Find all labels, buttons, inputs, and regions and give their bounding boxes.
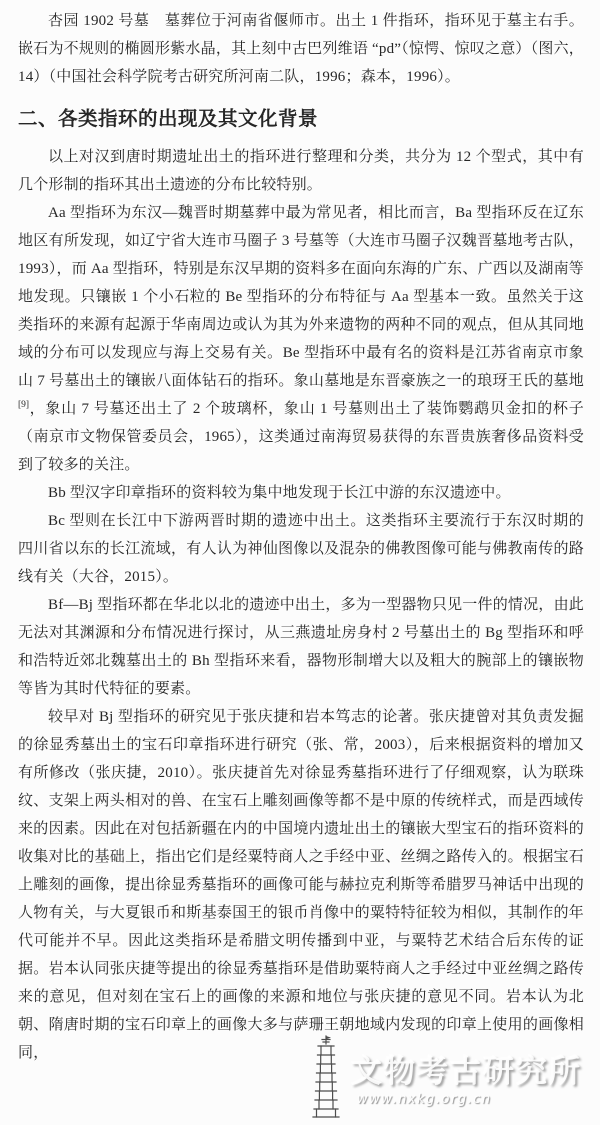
paragraph-aa-ba-be-types <box>18 199 584 479</box>
paragraph-bb-type: Bb 型汉字印章指环的资料较为集中地发现于长江中游的东汉遗迹中。 <box>48 485 511 501</box>
paragraph-bf-bj-types: Bf—Bj 型指环都在华北以北的遗迹中出土，多为一型器物只见一件的情况，由此无法对其渊源和分布情况进行探讨，从三燕遗址房身村 2 号墓出土的 Bg 型指环和呼和浩特近郊北魏墓出土的 Bh 型指环来看，器物形制增大以及粗大的腕部上的镶嵌物等皆为其时代特征的要素。 <box>18 597 584 697</box>
paragraph-bj-research: 较早对 Bj 型指环的研究见于张庆捷和岩本笃志的论著。张庆捷曾对其负责发掘的徐显秀墓出土的宝石印章指环进行研究（张、常，2003），后来根据资料的增加又有所修改（张庆捷，2010）。张庆捷首先对徐显秀墓指环进行了仔细观察，认为联珠纹、支架上两头相对的兽、在宝石上雕刻画像等都不是中原的传统样式，而是西域传来的因素。因此在对包括新疆在内的中国境内遗址出土的镶嵌大型宝石的指环资料的收集对比的基础上，指出它们是经粟特商人之手经中亚、丝绸之路传入的。根据宝石上雕刻的画像，提出徐显秀墓指环的画像可能与赫拉克利斯等希腊罗马神话中出现的人物有关，与大夏银币和斯基泰国王的银币肖像中的粟特特征较为相似，其制作的年代可能并不早。因此这类指环是希腊文明传播到中亚，与粟特艺术结合后东传的证据。岩本认同张庆捷等提出的徐显秀墓指环是借助粟特商人之手经过中亚丝绸之路传来的意见，但对刻在宝石上的画像的来源和地位与张庆捷的意见不同。岩本认为北朝、隋唐时期的宝石印章上的画像大多与萨珊王朝地域内发现的印章上使用的画像相同， <box>18 709 584 1061</box>
watermark-org-name: 文物考古研究所 <box>351 1054 582 1089</box>
section-heading: 二、各类指环的出现及其文化背景 <box>18 109 319 130</box>
paragraph-classification-summary: 以上对汉到唐时期遗址出土的指环进行整理和分类，共分为 12 个型式，其中有几个形制的指环其出土遗迹的分布比较特别。 <box>18 149 584 193</box>
paragraph-bc-type: Bc 型则在长江中下游两晋时期的遗迹中出土。这类指环主要流行于东汉时期的四川省以东的长江流域，有人认为神仙图像以及混杂的佛教图像可能与佛教南传的路线有关（大谷，2015）。 <box>18 513 584 585</box>
paragraph-xingyuan-1902-tomb: 杏园 1902 号墓 墓葬位于河南省偃师市。出土 1 件指环，指环见于墓主右手。嵌石为不规则的椭圆形紫水晶，其上刻中古巴列维语 “pd”（惊愕、惊叹之意）（图六，14）（中国社会科学院考古研究所河南二队，1996；森本，1996）。 <box>18 13 584 85</box>
watermark-url: www.nxkg.org.cn <box>357 1092 492 1107</box>
paragraph-aa-text-1: Aa 型指环为东汉—魏晋时期墓葬中最为常见者，相比而言，Ba 型指环反在辽东地区有所发现，如辽宁省大连市马圈子 3 号墓等（大连市马圈子汉魏晋墓地考古队，1993），而 Aa 型指环，特别是东汉早期的资料多在面向东海的广东、广西以及湖南等地发现。只镶嵌 1 个小石粒的 Be 型指环的分布特征与 Aa 型基本一致。虽然关于这类指环的来源有起源于华南周边或认为其为外来遗物的两种不同的观点，但从其同地域的分布可以发现应与海上交易有关。Be 型指环中最有名的资料是江苏省南京市象山 7 号墓出土的镶嵌八面体钻石的指环。象山墓地是东晋豪族之一的琅玡王氏的墓地 <box>18 205 584 389</box>
footnote-ref-9: [9] <box>18 400 30 410</box>
paragraph-aa-text-2: ，象山 7 号墓还出土了 2 个玻璃杯，象山 1 号墓则出土了装饰鹦鹉贝金扣的杯子（南京市文物保管委员会，1965），这类通过南海贸易获得的东晋贵族奢侈品资料受到了较多的关注。 <box>18 401 584 473</box>
